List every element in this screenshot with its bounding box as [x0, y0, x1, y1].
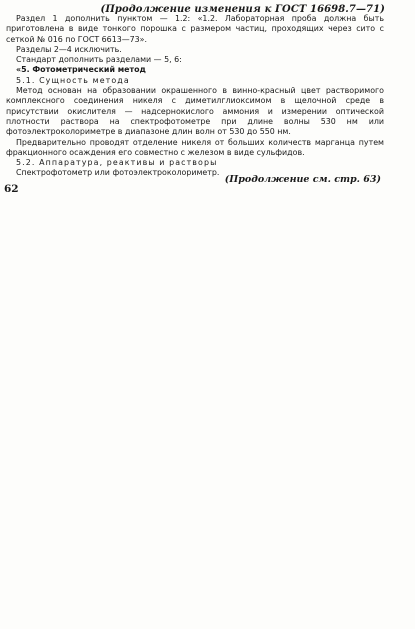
- paragraph-manganese-separation: Предварительно проводят отделение никеля от больших количеств марганца путем фракционного осаждения его совместно с железом в виде сульфидов.: [6, 137, 384, 157]
- document-body: [6, 14, 384, 179]
- page-number: 62: [4, 183, 19, 195]
- subsection-title-apparatus: 5.2. Аппаратура, реактивы и растворы: [16, 158, 218, 168]
- paragraph-spectrophotometer: Спектрофотометр или фотоэлектроколориметр.: [16, 168, 220, 178]
- running-header: (Продолжение изменения к ГОСТ 16698.7—71): [100, 4, 385, 15]
- continuation-note: (Продолжение см. стр. 63): [224, 174, 381, 185]
- section-title-photometric-method: «5. Фотометрический метод: [16, 65, 146, 75]
- subsection-title-method-essence: 5.1. Сущность метода: [16, 75, 130, 85]
- paragraph-lab-sample: Раздел 1 дополнить пунктом — 1.2: «1.2. Лабораторная проба должна быть приготовлена в виде тонкого порошка с размером частиц, проходящих через сито с сеткой № 016 по ГОСТ 6613—73».: [6, 14, 384, 44]
- paragraph-method-description: Метод основан на образовании окрашенного в винно-красный цвет растворимого комплексного соединения никеля с диметилглиоксимом в щелочной среде в присутствии окислителя — надсернокислого аммония и измерении оптической плотности раствора на спектрофотометре при длине волны 530 нм или фотоэлектроколориметре в диапазоне длин волн от 530 до 550 нм.: [6, 86, 384, 137]
- paragraph-add-sections: Стандарт дополнить разделами — 5, 6:: [16, 55, 182, 65]
- paragraph-sections-excluded: Разделы 2—4 исключить.: [16, 44, 122, 54]
